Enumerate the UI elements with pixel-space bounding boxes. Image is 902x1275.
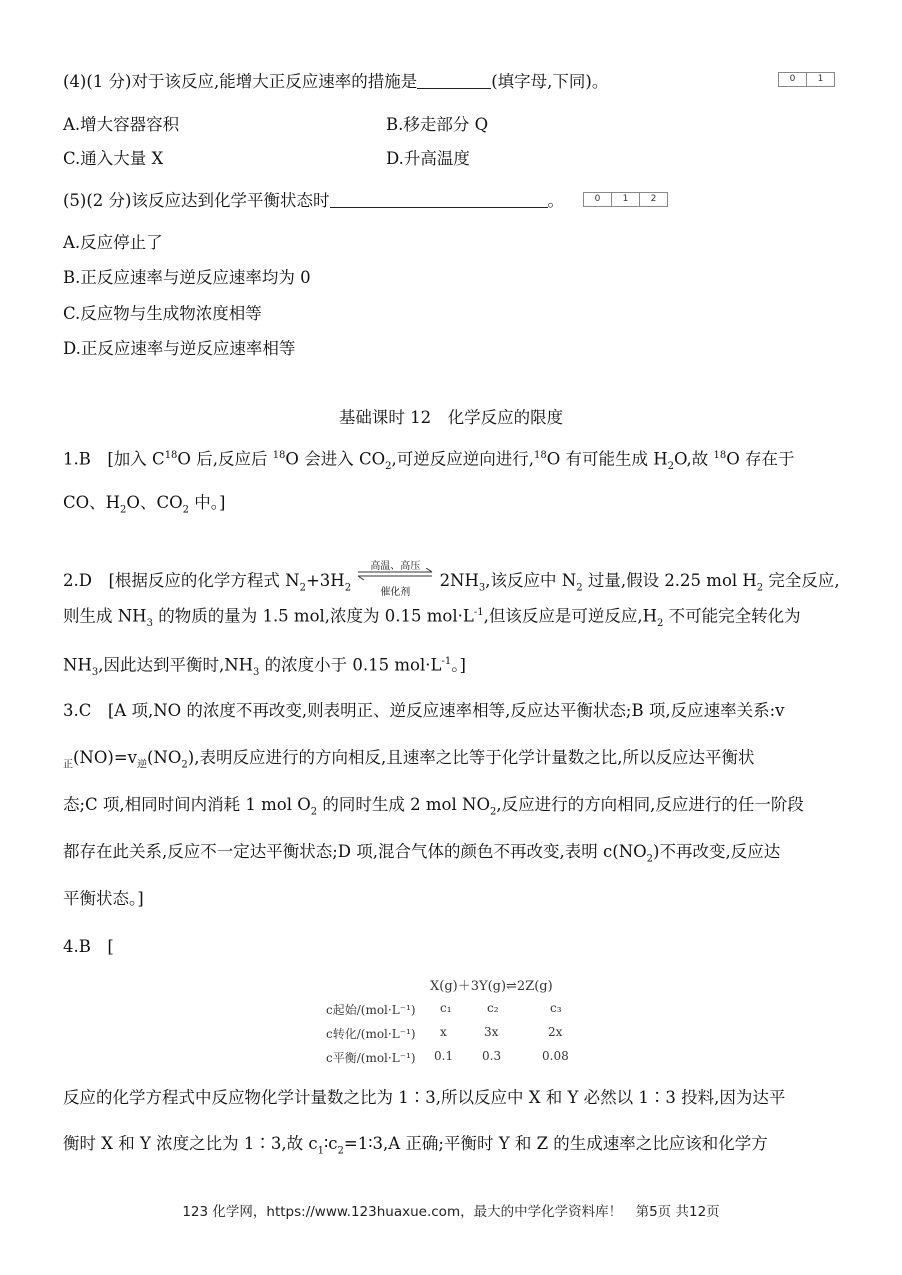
answer-3-line-2: $_正(NO)=v_逆(NO_2)$,表明反应进行的方向相反,且速率之比等于化学计量数之比,所以反应达平衡状 [63, 748, 755, 771]
q5-option-d: D.正反应速率与逆反应速率相等 [63, 339, 296, 358]
q5-stem-suffix: 。 [547, 191, 564, 210]
answer-3-line-4: 都存在此关系,反应不一定达平衡状态;D 项,混合气体的颜色不再改变,表明 $c(NO_2)$不再改变,反应达 [63, 842, 781, 865]
equilibrium-arrow-icon [356, 568, 434, 580]
answer-2-line-2: 则生成 $NH_3$ 的物质的量为 1.5 mol,浓度为 0.15 $mol\cdot L^{-1}$,但该反应是可逆反应$,H_2$ 不可能完全转化为 [63, 606, 801, 629]
answer-4-line-2: 衡时 X 和 Y 浓度之比为 1∶3,故 $c_1∶c_2=1∶3,A$ 正确;平衡时 Y 和 Z 的生成速率之比应该和化学方 [63, 1134, 768, 1157]
answer-4-head: 4.B [ [63, 937, 114, 956]
table-equation: X(g)＋3Y(g)⇌2Z(g) [430, 979, 553, 994]
table-row: c转化/(mol·L⁻¹) x 3x 2x [326, 1025, 563, 1041]
q4-stem-suffix: (填字母,下同)。 [491, 72, 609, 91]
q5-answer-blank[interactable] [330, 191, 548, 208]
q4-option-b: B.移走部分 Q [386, 115, 489, 134]
q5-score-1[interactable]: 1 [612, 192, 640, 207]
answer-4-line-1: 反应的化学方程式中反应物化学计量数之比为 1∶3,所以反应中 X 和 Y 必然以 1∶3 投料,因为达平 [63, 1088, 786, 1107]
reversible-arrow [356, 556, 434, 600]
answer-1-line-1: 1.B [加入 $C^{18}O$ 后,反应后 $^{18}$O 会进入 $CO_2$,可逆反应逆向进行,$^{18}$O 有可能生成 $H_2O$,故 $^{18}$O 存在于 [63, 449, 795, 472]
q4-stem [63, 71, 608, 93]
q5-score-0[interactable]: 0 [583, 192, 612, 207]
q4-option-d: D.升高温度 [386, 149, 470, 168]
q4-score-1[interactable]: 1 [807, 72, 835, 87]
q5-stem [63, 190, 564, 212]
q5-score-2[interactable]: 2 [640, 192, 668, 207]
arrow-condition-top: 高温、高压 [370, 561, 421, 572]
q4-stem-text: (4)(1 分)对于该反应,能增大正反应速率的措施是 [63, 72, 418, 91]
q4-answer-blank[interactable] [417, 72, 491, 89]
q5-option-b: B.正反应速率与逆反应速率均为 0 [63, 268, 311, 287]
answer-3-line-3: 态;C 项,相同时间内消耗 1 mol $O_2$ 的同时生成 2 mol $NO_2$,反应进行的方向相同,反应进行的任一阶段 [63, 795, 804, 818]
q4-option-a: A.增大容器容积 [63, 115, 180, 134]
q5-option-c: C.反应物与生成物浓度相等 [63, 304, 262, 323]
page-footer: 123 化学网，https://www.123huaxue.com，最大的中学化学资料库！ 第5页 共12页 [182, 1204, 720, 1220]
section-title: 基础课时 12 化学反应的限度 [338, 408, 564, 427]
q5-stem-text: (5)(2 分)该反应达到化学平衡状态时 [63, 191, 330, 210]
table-row: c平衡/(mol·L⁻¹) 0.1 0.3 0.08 [326, 1049, 569, 1065]
q4-option-c: C.通入大量 X [63, 149, 164, 168]
answer-2-line-1: 2.D [根据反应的化学方程式 $N_2+3H_2$ 高温、高压 催化剂 $2NH_3$,该反应中 $N_2$ 过量,假设 2.25 mol $H_2$ 完全反应, [63, 556, 840, 600]
table-row: c起始/(mol·L⁻¹) c₁ c₂ c₃ [326, 1001, 562, 1017]
q4-score-0[interactable]: 0 [778, 72, 807, 87]
answer-2-line-3: $NH_3$,因此达到平衡时$,NH_3$ 的浓度小于 0.15 $mol\cdot L^{-1}$。] [63, 655, 466, 678]
q5-option-a: A.反应停止了 [63, 233, 163, 252]
equilibrium-table [322, 975, 582, 1073]
q5-score-boxes [583, 192, 668, 206]
answer-3-line-1: 3.C [A 项,NO 的浓度不再改变,则表明正、逆反应速率相等,反应达平衡状态;B 项,反应速率关系:v [63, 701, 785, 720]
q4-score-boxes [778, 72, 835, 86]
answer-3-line-5: 平衡状态。] [63, 889, 144, 908]
answer-1-line-2: CO、$H_2O$、$CO_2$ 中。] [63, 493, 226, 516]
arrow-condition-bottom: 催化剂 [380, 587, 411, 598]
